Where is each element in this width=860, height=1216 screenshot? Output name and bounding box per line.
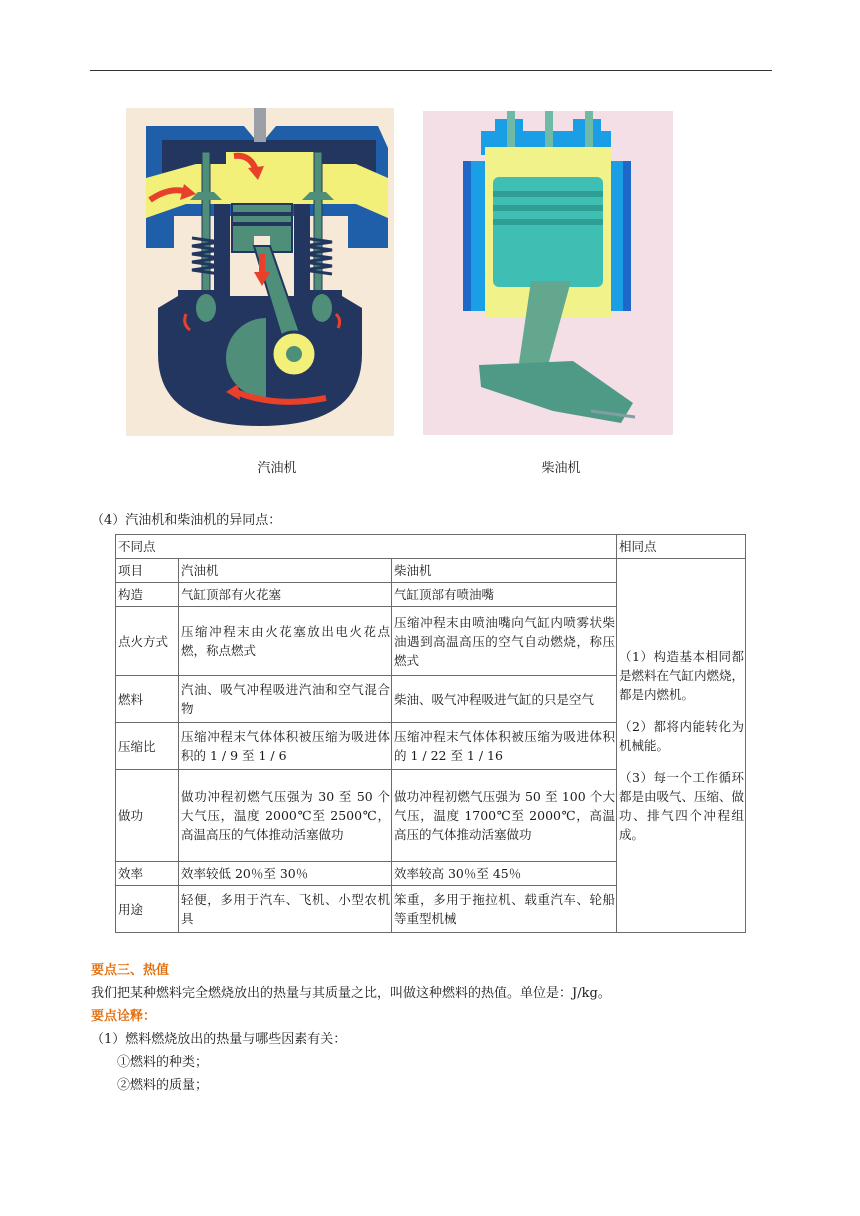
col-item-header: 项目	[116, 559, 179, 583]
row-item: 燃料	[116, 676, 179, 723]
row-diesel: 效率较高 30％至 45％	[392, 862, 617, 886]
diesel-engine-figure	[423, 111, 673, 435]
header-rule	[90, 70, 772, 71]
row-petrol: 做功冲程初燃气压强为 30 至 50 个大气压，温度 2000℃至 2500℃，高温高压的气体推动活塞做功	[179, 770, 392, 862]
row-petrol: 压缩冲程末气体体积被压缩为吸进体积的 1 / 9 至 1 / 6	[179, 723, 392, 770]
same-header: 相同点	[617, 535, 746, 559]
row-petrol: 汽油、吸气冲程吸进汽油和空气混合物	[179, 676, 392, 723]
row-diesel: 笨重，多用于拖拉机、载重汽车、轮船等重型机械	[392, 886, 617, 933]
row-item: 效率	[116, 862, 179, 886]
diff-header: 不同点	[116, 535, 617, 559]
same-point: （2）都将内能转化为机械能。	[619, 719, 745, 753]
row-petrol: 气缸顶部有火花塞	[179, 583, 392, 607]
comparison-table	[115, 534, 746, 933]
row-diesel: 气缸顶部有喷油嘴	[392, 583, 617, 607]
factor-item: ①燃料的种类；	[117, 1055, 209, 1070]
row-item: 压缩比	[116, 723, 179, 770]
row-diesel: 压缩冲程末气体体积被压缩为吸进体积的 1 / 22 至 1 / 16	[392, 723, 617, 770]
comparison-intro: （4）汽油机和柴油机的异同点：	[91, 513, 282, 528]
row-item: 构造	[116, 583, 179, 607]
notes-heading: 要点诠释：	[91, 1009, 157, 1024]
row-item: 用途	[116, 886, 179, 933]
same-point: （3）每一个工作循环都是由吸气、压缩、做功、排气四个冲程组成。	[619, 770, 745, 842]
heat-value-definition: 我们把某种燃料完全燃烧放出的热量与其质量之比，叫做这种燃料的热值。单位是：J/kg。	[91, 986, 611, 1001]
row-petrol: 轻便，多用于汽车、飞机、小型农机具	[179, 886, 392, 933]
section-heading-heat-value: 要点三、热值	[91, 963, 170, 978]
row-petrol: 效率较低 20％至 30％	[179, 862, 392, 886]
same-point: （1）构造基本相同都是燃料在气缸内燃烧，都是内燃机。	[619, 649, 745, 702]
row-diesel: 柴油、吸气冲程吸进气缸的只是空气	[392, 676, 617, 723]
row-diesel: 压缩冲程末由喷油嘴向气缸内喷雾状柴油遇到高温高压的空气自动燃烧，称压燃式	[392, 607, 617, 676]
note-item: （1）燃料燃烧放出的热量与哪些因素有关：	[91, 1032, 347, 1047]
diesel-engine-caption: 柴油机	[541, 461, 581, 476]
row-diesel: 做功冲程初燃气压强为 50 至 100 个大气压，温度 1700℃至 2000℃，高温高压的气体推动活塞做功	[392, 770, 617, 862]
factor-item: ②燃料的质量；	[117, 1078, 209, 1093]
petrol-engine-caption: 汽油机	[257, 461, 297, 476]
row-item: 做功	[116, 770, 179, 862]
row-petrol: 压缩冲程末由火花塞放出电火花点燃，称点燃式	[179, 607, 392, 676]
col-petrol-header: 汽油机	[179, 559, 392, 583]
petrol-engine-figure	[126, 108, 394, 436]
row-item: 点火方式	[116, 607, 179, 676]
col-diesel-header: 柴油机	[392, 559, 617, 583]
same-points-cell	[617, 559, 746, 933]
